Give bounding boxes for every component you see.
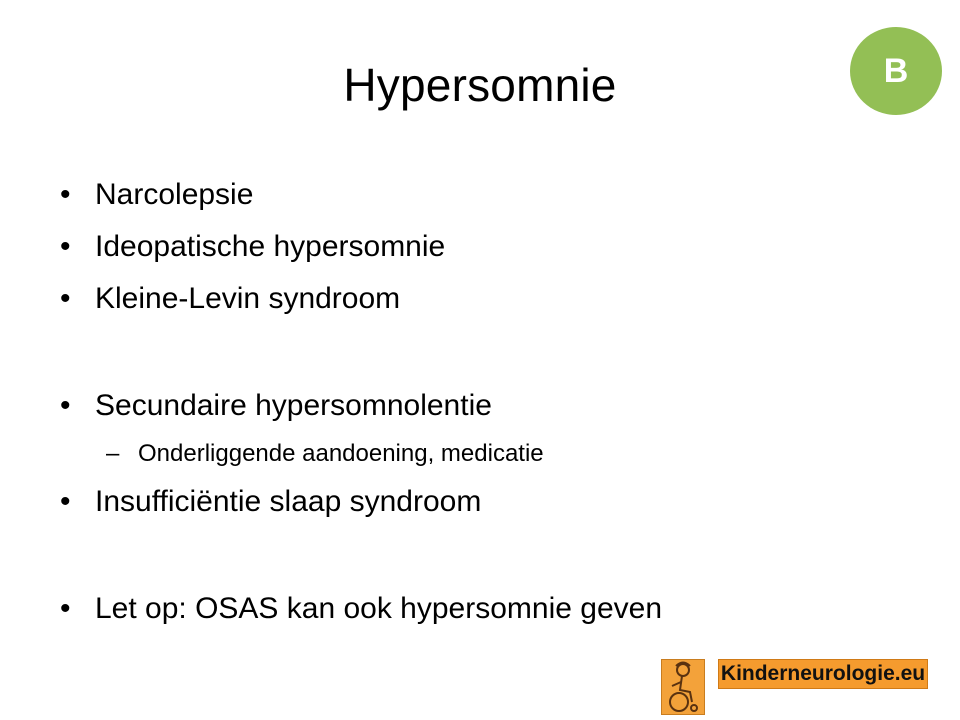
bullet-text: Insufficiëntie slaap syndroom bbox=[95, 485, 482, 518]
bullet-marker: • bbox=[60, 389, 71, 422]
slide-title: Hypersomnie bbox=[343, 59, 617, 111]
bullet-marker: • bbox=[60, 592, 71, 625]
brand-name: Kinderneurologie.eu bbox=[718, 659, 928, 689]
bullet-text: Kleine-Levin syndroom bbox=[95, 282, 401, 315]
bullet-marker: • bbox=[60, 178, 71, 211]
bullet-text: Secundaire hypersomnolentie bbox=[95, 389, 492, 422]
sub-bullet-text: Onderliggende aandoening, medicatie bbox=[138, 440, 544, 467]
bullet-text: Let op: OSAS kan ook hypersomnie geven bbox=[95, 592, 663, 625]
bullet-marker: • bbox=[60, 485, 71, 518]
bullet-marker: • bbox=[60, 282, 71, 315]
child-wheelchair-logo-graphic bbox=[662, 660, 704, 714]
sub-bullet-marker: – bbox=[106, 440, 120, 467]
child-wheelchair-logo-icon bbox=[661, 659, 705, 715]
bullet-text: Ideopatische hypersomnie bbox=[95, 230, 446, 263]
section-badge-label: B bbox=[883, 51, 909, 90]
bullet-text: Narcolepsie bbox=[95, 178, 254, 211]
bullet-marker: • bbox=[60, 230, 71, 263]
